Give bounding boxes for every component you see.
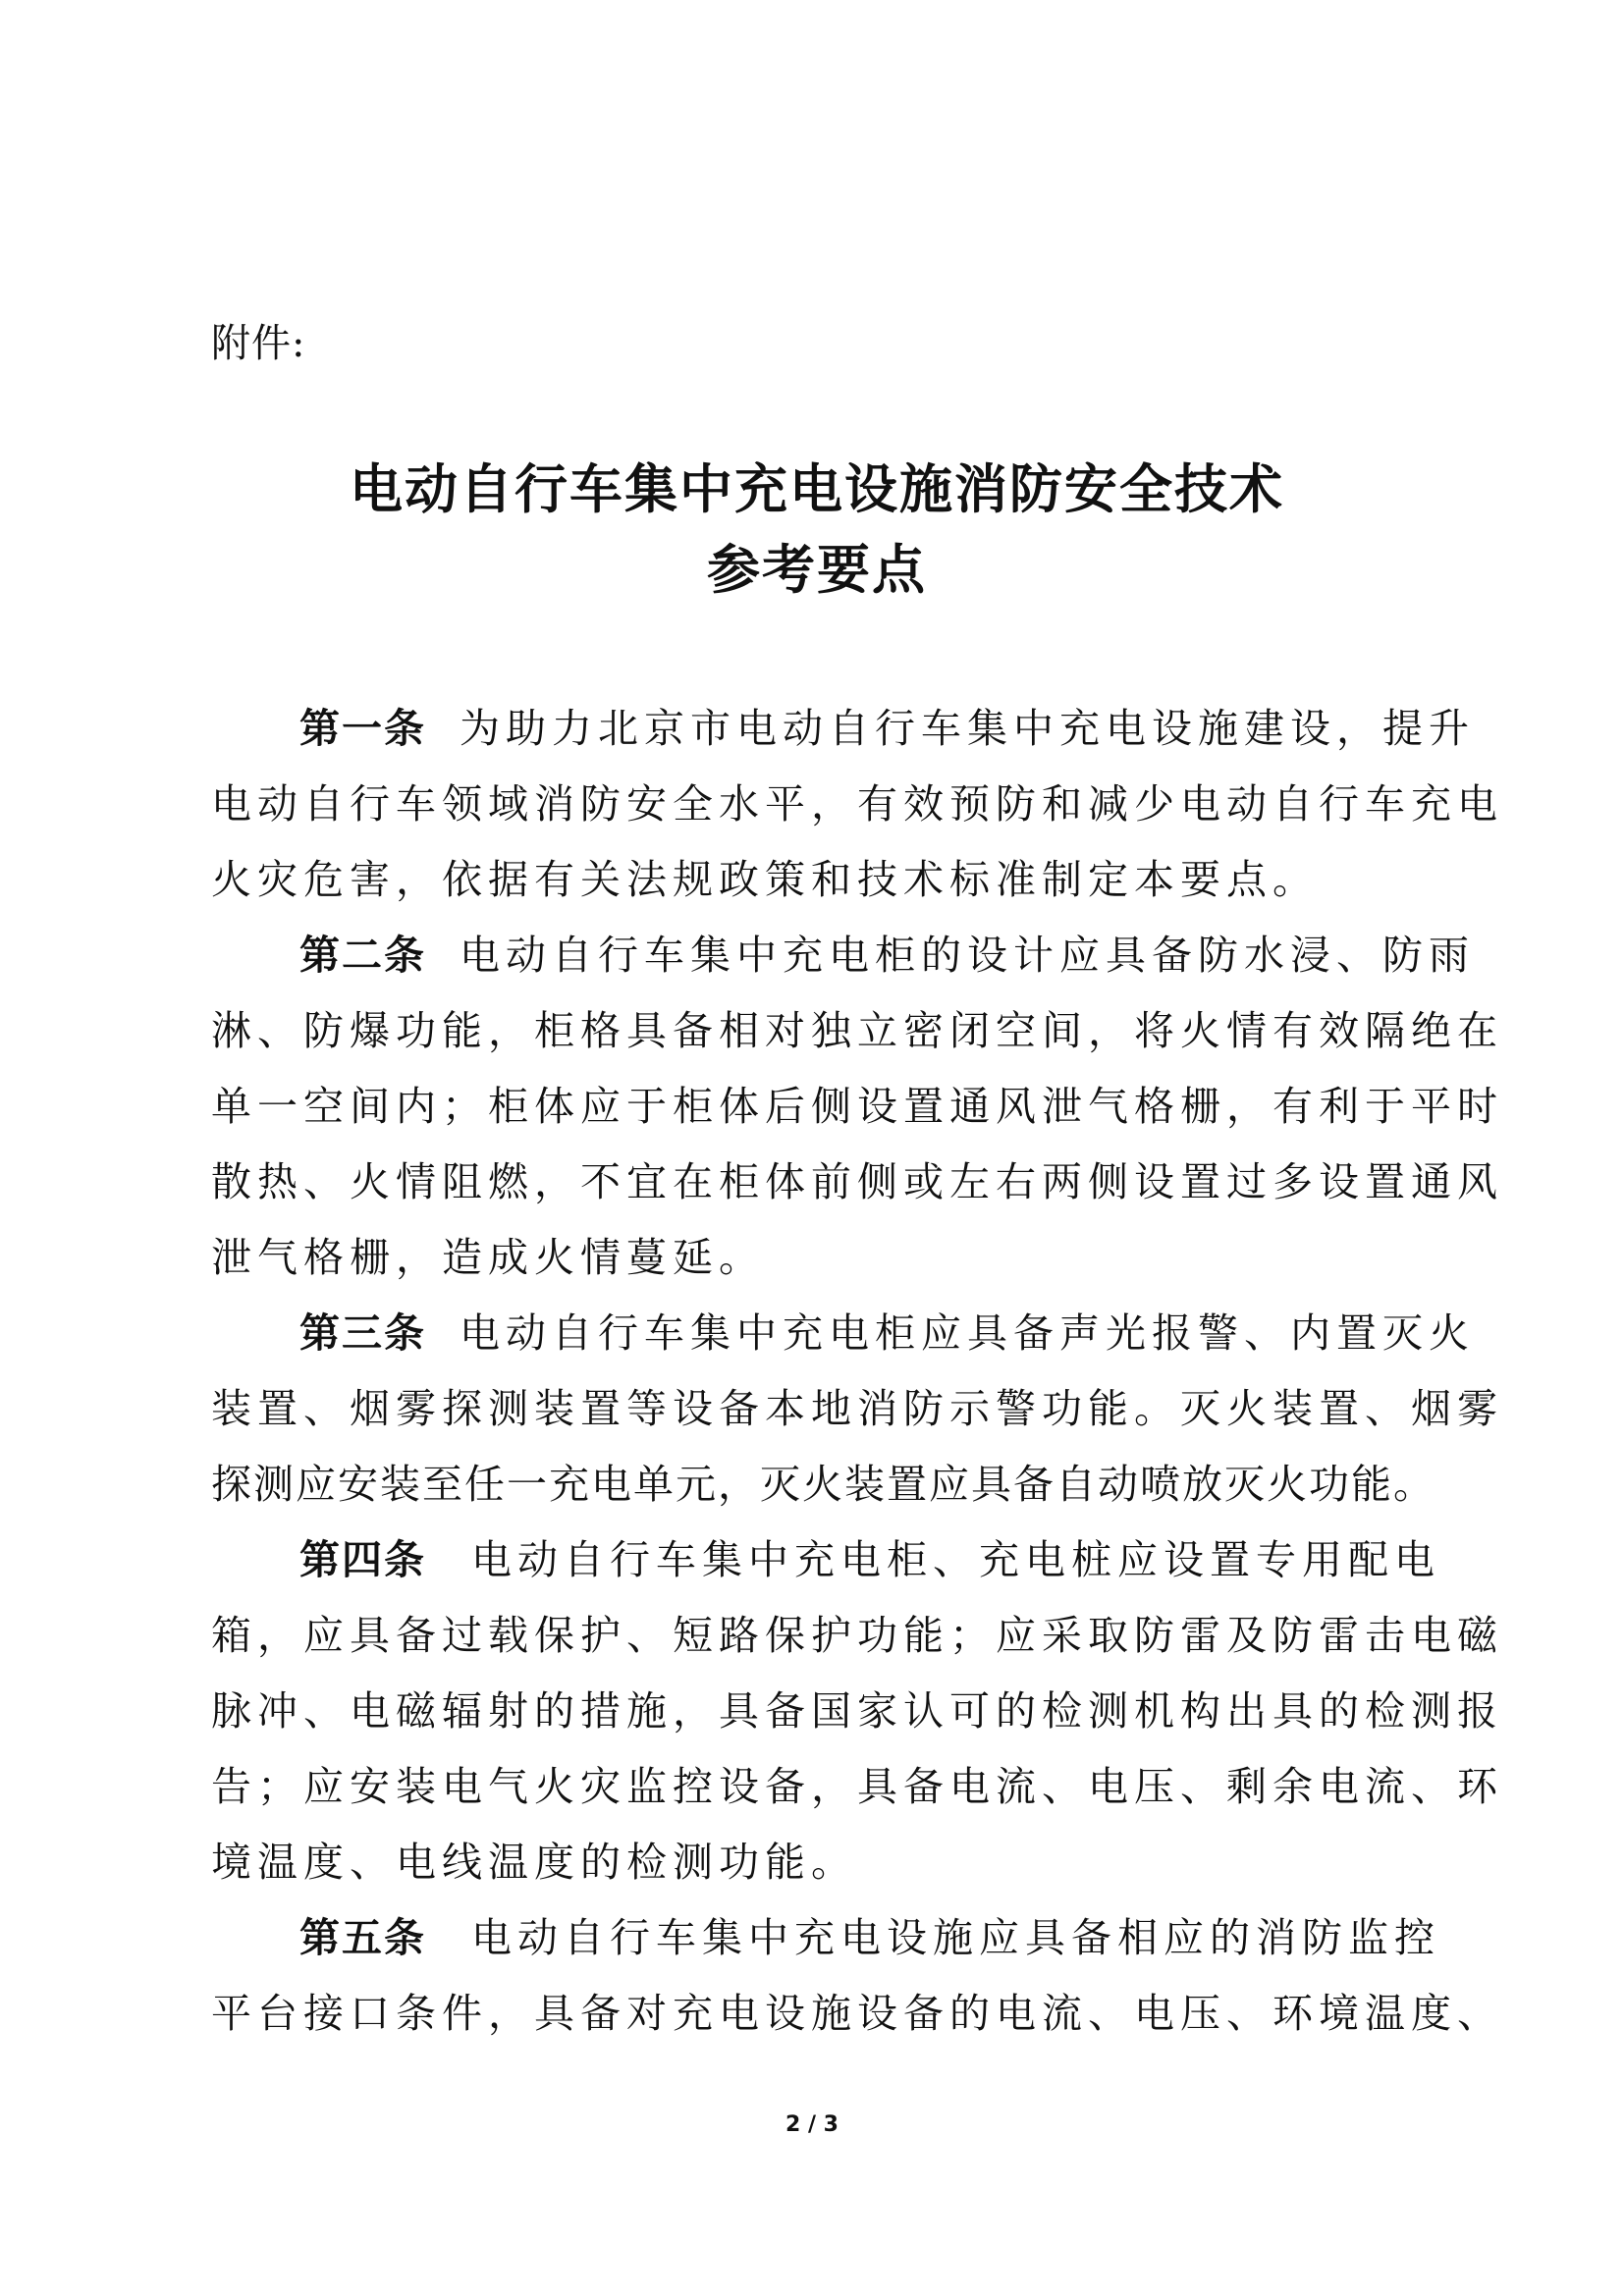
article-1-label: 第一条 <box>299 705 426 752</box>
article-5-text-1: 电动自行车集中充电设施应具备相应的消防监控 <box>471 1914 1440 1961</box>
article-1-line-2: 电动自行车领域消防安全水平，有效预防和减少电动自行车充电 <box>211 780 1503 828</box>
article-1-line-3: 火灾危害，依据有关法规政策和技术标准制定本要点。 <box>211 856 1319 903</box>
article-5-label: 第五条 <box>299 1914 426 1961</box>
article-4-line-2: 箱，应具备过载保护、短路保护功能；应采取防雷及防雷击电磁 <box>211 1612 1503 1659</box>
document-title-line-1: 电动自行车集中充电设施消防安全技术 <box>350 458 1284 520</box>
article-3-line-3: 探测应安装至任一充电单元，灭火装置应具备自动喷放灭火功能。 <box>211 1461 1435 1508</box>
article-2-label: 第二条 <box>299 932 426 979</box>
article-3-line-1 <box>299 1296 1475 1371</box>
article-4-text-1: 电动自行车集中充电柜、充电桩应设置专用配电 <box>471 1536 1440 1583</box>
article-2-line-3: 单一空间内；柜体应于柜体后侧设置通风泄气格栅，有利于平时 <box>211 1083 1503 1130</box>
article-2-line-2: 淋、防爆功能，柜格具备相对独立密闭空间，将火情有效隔绝在 <box>211 1007 1503 1054</box>
article-3-line-2: 装置、烟雾探测装置等设备本地消防示警功能。灭火装置、烟雾 <box>211 1385 1503 1432</box>
article-2-line-1 <box>299 918 1475 993</box>
article-4-line-3: 脉冲、电磁辐射的措施，具备国家认可的检测机构出具的检测报 <box>211 1687 1503 1735</box>
article-5-line-2: 平台接口条件，具备对充电设施设备的电流、电压、环境温度、 <box>211 1990 1503 2037</box>
article-4-label: 第四条 <box>299 1536 426 1583</box>
article-5-line-1 <box>299 1900 1440 1976</box>
article-2-line-4: 散热、火情阻燃，不宜在柜体前侧或左右两侧设置过多设置通风 <box>211 1158 1503 1205</box>
document-title-line-2: 参考要点 <box>707 539 927 601</box>
article-4-line-4: 告；应安装电气火灾监控设备，具备电流、电压、剩余电流、环 <box>211 1763 1503 1810</box>
article-4-line-1 <box>299 1522 1440 1598</box>
article-1-text-1: 为助力北京市电动自行车集中充电设施建设，提升 <box>460 705 1475 752</box>
article-1-line-1 <box>299 691 1475 767</box>
article-4-line-5: 境温度、电线温度的检测功能。 <box>211 1839 857 1886</box>
article-2-line-5: 泄气格栅，造成火情蔓延。 <box>211 1234 765 1281</box>
attachment-label: 附件: <box>211 321 306 366</box>
page-number: 2 / 3 <box>785 2112 839 2137</box>
article-2-text-1: 电动自行车集中充电柜的设计应具备防水浸、防雨 <box>460 932 1475 979</box>
article-3-text-1: 电动自行车集中充电柜应具备声光报警、内置灭火 <box>460 1309 1475 1357</box>
article-3-label: 第三条 <box>299 1309 426 1357</box>
